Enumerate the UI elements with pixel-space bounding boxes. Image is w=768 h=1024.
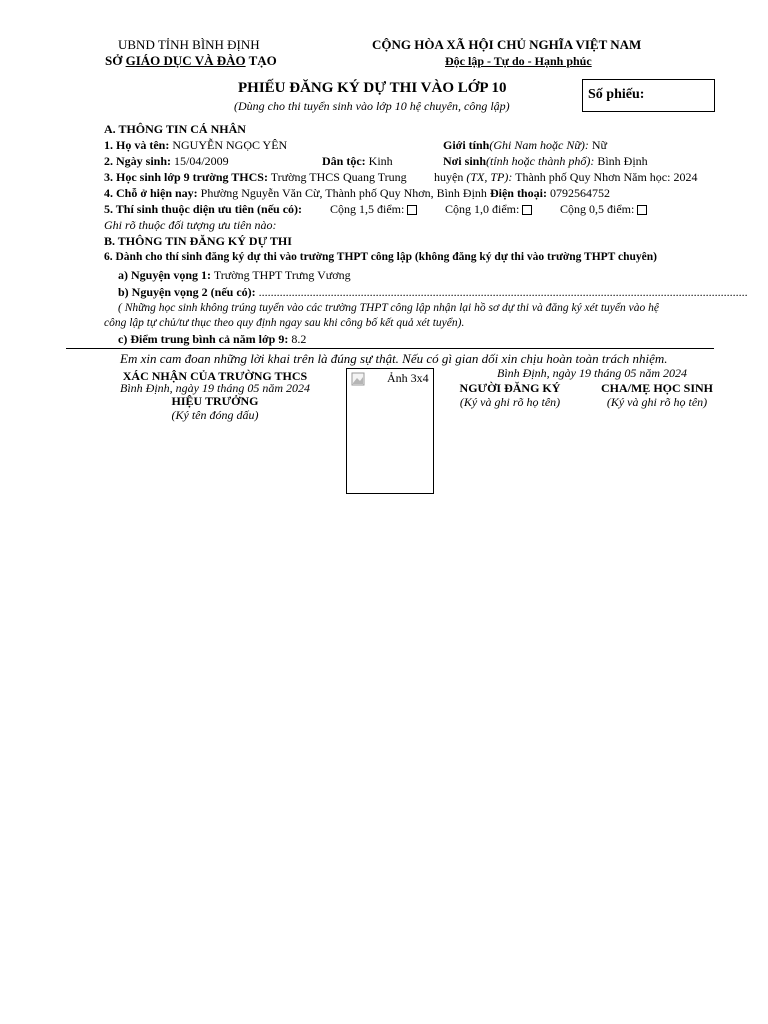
address-label: 4. Chỗ ở hiện nay: xyxy=(104,186,198,200)
dob-row xyxy=(104,154,229,169)
gpa-row xyxy=(118,332,306,347)
year-value: 2024 xyxy=(673,170,698,184)
school-label: 3. Học sinh lớp 9 trường THCS: xyxy=(104,170,268,184)
priority-1-5-checkbox[interactable] xyxy=(407,205,417,215)
address-value: Phường Nguyễn Văn Cừ, Thành phố Quy Nhơn, Bình Định xyxy=(200,186,487,200)
parent-note: (Ký và ghi rõ họ tên) xyxy=(606,395,708,409)
priority-option-2-label: Cộng 1,0 điểm: xyxy=(445,202,520,216)
phone-value: 0792564752 xyxy=(549,186,610,200)
applicant-note: (Ký và ghi rõ họ tên) xyxy=(459,395,561,409)
dob-value: 15/04/2009 xyxy=(174,154,229,168)
so-phieu-box xyxy=(582,79,715,112)
nv1-row xyxy=(118,268,351,283)
principal-note: (Ký tên đóng dấu) xyxy=(171,408,259,422)
name-label: 1. Họ và tên: xyxy=(104,138,170,152)
address-row xyxy=(104,186,610,201)
nv1-value: Trường THPT Trưng Vương xyxy=(213,268,351,282)
header-left-underlined: GIÁO DỤC VÀ ĐÀO xyxy=(125,53,246,68)
name-row xyxy=(104,138,287,153)
priority-0-5-checkbox[interactable] xyxy=(637,205,647,215)
photo-box xyxy=(346,368,434,494)
gender-row xyxy=(443,138,607,153)
section-divider xyxy=(66,348,714,349)
priority-option-3 xyxy=(560,202,647,217)
year-label: Năm học: xyxy=(623,170,671,184)
nv2-row xyxy=(118,285,748,300)
district-label: huyện xyxy=(434,170,464,184)
priority-label: 5. Thí sinh thuộc diện ưu tiên (nếu có): xyxy=(104,202,303,216)
header-left-post: TẠO xyxy=(245,53,277,68)
birthplace-value: Bình Định xyxy=(597,154,648,168)
ethnic-row xyxy=(322,154,393,169)
gpa-label: c) Điểm trung bình cả năm lớp 9: xyxy=(118,332,289,346)
school-confirm-title: XÁC NHẬN CỦA TRƯỜNG THCS xyxy=(122,369,308,383)
priority-option-2 xyxy=(445,202,532,217)
school-value: Trường THCS Quang Trung xyxy=(270,170,407,184)
header-right-line2: Độc lập - Tự do - Hạnh phúc xyxy=(445,54,592,68)
priority-option-3-label: Cộng 0,5 điểm: xyxy=(560,202,635,216)
gender-value: Nữ xyxy=(591,138,608,152)
dob-label: 2. Ngày sinh: xyxy=(104,154,172,168)
gender-label: Giới tính xyxy=(443,138,490,152)
nv2-label: b) Nguyện vọng 2 (nếu có): xyxy=(118,285,256,299)
header-left-line1: UBND TỈNH BÌNH ĐỊNH xyxy=(118,37,260,52)
school-row xyxy=(104,170,407,185)
district-note: (TX, TP): xyxy=(466,170,513,184)
birthplace-label: Nơi sinh xyxy=(443,154,486,168)
ethnic-label: Dân tộc: xyxy=(322,154,366,168)
so-phieu-label: Số phiếu: xyxy=(588,87,645,102)
ethnic-value: Kinh xyxy=(368,154,393,168)
gender-note: (Ghi Nam hoặc Nữ): xyxy=(489,138,589,152)
birthplace-note: (tỉnh hoặc thành phố): xyxy=(486,154,595,168)
header-right-line1: CỘNG HÒA XÃ HỘI CHỦ NGHĨA VIỆT NAM xyxy=(372,37,642,52)
header-left-pre: SỞ xyxy=(105,53,126,68)
nv2-dots: ................................................................................................................................................................... xyxy=(258,285,748,299)
item6-text: 6. Dành cho thí sinh đăng ký dự thi vào trường THPT công lập (không đăng ký dự thi vào trường THPT chuyên) xyxy=(104,251,657,263)
school-confirm-date: Bình Định, ngày 19 tháng 05 năm 2024 xyxy=(120,381,310,395)
photo-label: Ảnh 3x4 xyxy=(387,371,429,385)
commitment-text: Em xin cam đoan những lời khai trên là đúng sự thật. Nếu có gì gian dối xin chịu hoàn toàn trách nhiệm. xyxy=(120,351,668,366)
note-line2: công lập tự chủ/tư thục theo quy định ngay sau khi công bố kết quả xét tuyển). xyxy=(104,317,465,329)
nv1-label: a) Nguyện vọng 1: xyxy=(118,268,212,282)
gpa-value: 8.2 xyxy=(291,332,307,346)
priority-row xyxy=(104,202,302,217)
applicant-title: NGƯỜI ĐĂNG KÝ xyxy=(459,381,561,395)
principal-title: HIỆU TRƯỞNG xyxy=(171,394,259,408)
district-value: Thành phố Quy Nhơn xyxy=(515,170,621,184)
phone-label: Điện thoại: xyxy=(489,186,547,200)
parent-title: CHA/MẸ HỌC SINH xyxy=(600,381,713,395)
birthplace-row xyxy=(443,154,648,169)
priority-option-1 xyxy=(330,202,417,217)
header-left-line2 xyxy=(105,53,277,69)
form-subtitle: (Dùng cho thi tuyển sinh vào lớp 10 hệ chuyên, công lập) xyxy=(234,99,510,113)
form-title: PHIẾU ĐĂNG KÝ DỰ THI VÀO LỚP 10 xyxy=(238,80,507,96)
section-a-heading: A. THÔNG TIN CÁ NHÂN xyxy=(104,122,246,136)
district-row xyxy=(434,170,697,185)
note-line1: ( Những học sinh không trúng tuyển vào các trường THPT công lập nhận lại hồ sơ dự thi và đăng ký xét tuyển vào hệ xyxy=(118,302,659,314)
section-b-heading: B. THÔNG TIN ĐĂNG KÝ DỰ THI xyxy=(104,234,292,248)
priority-note: Ghi rõ thuộc đối tượng ưu tiên nào: xyxy=(104,218,277,232)
right-date: Bình Định, ngày 19 tháng 05 năm 2024 xyxy=(497,366,687,380)
broken-image-icon xyxy=(351,372,365,386)
priority-1-0-checkbox[interactable] xyxy=(522,205,532,215)
priority-option-1-label: Cộng 1,5 điểm: xyxy=(330,202,405,216)
name-value: NGUYỄN NGỌC YÊN xyxy=(172,138,288,152)
